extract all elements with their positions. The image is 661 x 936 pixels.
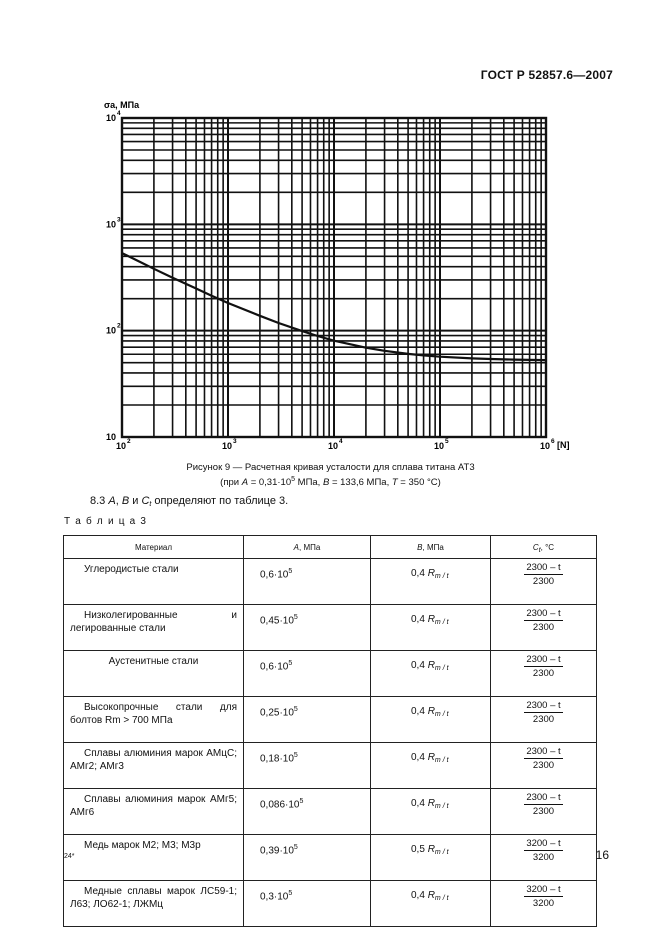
cell-A: $0,6\cdot 10^5$ <box>244 559 371 605</box>
cell-material: Низколегированные и легированные стали <box>64 605 244 651</box>
y-axis-label: σa, МПа <box>104 100 140 110</box>
y-tick-exponent: 4 <box>117 110 121 117</box>
table-row <box>64 651 597 697</box>
document-header: ГОСТ Р 52857.6—2007 <box>480 68 613 82</box>
cell-B: 0,4 $R_{m / t}$ <box>371 881 491 927</box>
cell-C: $\frac{3200 - t}{3200}$ <box>491 835 597 881</box>
x-axis-label: [N] <box>557 440 570 450</box>
x-tick-label: 10 <box>222 441 233 451</box>
x-tick-exponent: 4 <box>339 438 343 445</box>
cell-A: $0,39\cdot 10^5$ <box>244 835 371 881</box>
x-tick-exponent: 6 <box>551 438 555 445</box>
cell-material: Медные сплавы марок ЛС59-1; Л63; ЛО62-1; ЛЖМц <box>64 881 244 927</box>
cell-B: 0,4 $R_{m / t}$ <box>371 789 491 835</box>
header-C: Ct, °С <box>491 536 597 559</box>
y-tick-exponent: 2 <box>117 322 121 330</box>
cell-B: 0,5 $R_{m / t}$ <box>371 835 491 881</box>
cell-B: 0,4 $R_{m / t}$ <box>371 651 491 697</box>
cell-material: Аустенитные стали <box>64 651 244 697</box>
page-number: 16 <box>595 848 609 862</box>
header-A: A, МПа <box>244 536 371 559</box>
table-row <box>64 835 597 881</box>
cell-A: $0,18\cdot 10^5$ <box>244 743 371 789</box>
cell-A: $0,3\cdot 10^5$ <box>244 881 371 927</box>
table-row <box>64 559 597 605</box>
cell-C: $\frac{2300 - t}{2300}$ <box>491 743 597 789</box>
cell-B: 0,4 $R_{m / t}$ <box>371 743 491 789</box>
footer-mark: 24* <box>64 853 75 860</box>
clause-8-3: 8.3 A, B и Ct определяют по таблице 3. <box>90 495 289 508</box>
cell-A: $0,25\cdot 10^5$ <box>244 697 371 743</box>
chart-grid <box>122 118 546 437</box>
x-tick-exponent: 3 <box>233 438 237 445</box>
cell-C: $\frac{2300 - t}{2300}$ <box>491 789 597 835</box>
y-tick-exponent: 3 <box>117 216 121 224</box>
y-tick-label: 10 <box>106 219 117 230</box>
cell-material: Сплавы алюминия марок АМцС; АМг2; АМг3 <box>64 743 244 789</box>
x-tick-label: 10 <box>116 441 127 451</box>
header-B: B, МПа <box>371 536 491 559</box>
table-row <box>64 743 597 789</box>
cell-C: $\frac{3200 - t}{3200}$ <box>491 881 597 927</box>
table-label: Т а б л и ц а 3 <box>64 516 148 527</box>
cell-material: Медь марок М2; М3; М3р <box>64 835 244 881</box>
cell-B: 0,4 $R_{m / t}$ <box>371 697 491 743</box>
table-row <box>64 605 597 651</box>
table-header-row <box>64 536 597 559</box>
cell-material: Сплавы алюминия марок АМг5; АМг6 <box>64 789 244 835</box>
cell-C: $\frac{2300 - t}{2300}$ <box>491 697 597 743</box>
x-tick-label: 10 <box>328 441 339 451</box>
y-tick-label: 10 <box>106 113 117 123</box>
cell-C: $\frac{2300 - t}{2300}$ <box>491 605 597 651</box>
figure-caption: Рисунок 9 — Расчетная кривая усталости для сплава титана АТ3 <box>186 462 475 473</box>
cell-material: Высокопрочные стали для болтов Rm > 700 МПа <box>64 697 244 743</box>
y-tick-label: 10 <box>106 432 117 442</box>
cell-A: $0,086\cdot 10^5$ <box>244 789 371 835</box>
x-tick-label: 10 <box>540 441 551 451</box>
cell-A: $0,6\cdot 10^5$ <box>244 651 371 697</box>
x-tick-exponent: 5 <box>445 438 449 445</box>
figure-caption-params: (при $A = 0,31\cdot 10^5$ МПа, B = 133,6 МПа, T = 350 °С) <box>220 476 441 489</box>
x-tick-exponent: 2 <box>127 438 131 445</box>
cell-C: $\frac{2300 - t}{2300}$ <box>491 559 597 605</box>
cell-C: $\frac{2300 - t}{2300}$ <box>491 651 597 697</box>
cell-B: 0,4 $R_{m / t}$ <box>371 559 491 605</box>
coefficients-table <box>63 535 597 927</box>
table-row <box>64 697 597 743</box>
cell-B: 0,4 $R_{m / t}$ <box>371 605 491 651</box>
header-material: Материал <box>64 536 244 559</box>
table-row <box>64 881 597 927</box>
y-tick-label: 10 <box>106 325 117 336</box>
x-tick-label: 10 <box>434 441 445 451</box>
cell-A: $0,45\cdot 10^5$ <box>244 605 371 651</box>
table-row <box>64 789 597 835</box>
cell-material: Углеродистые стали <box>64 559 244 605</box>
